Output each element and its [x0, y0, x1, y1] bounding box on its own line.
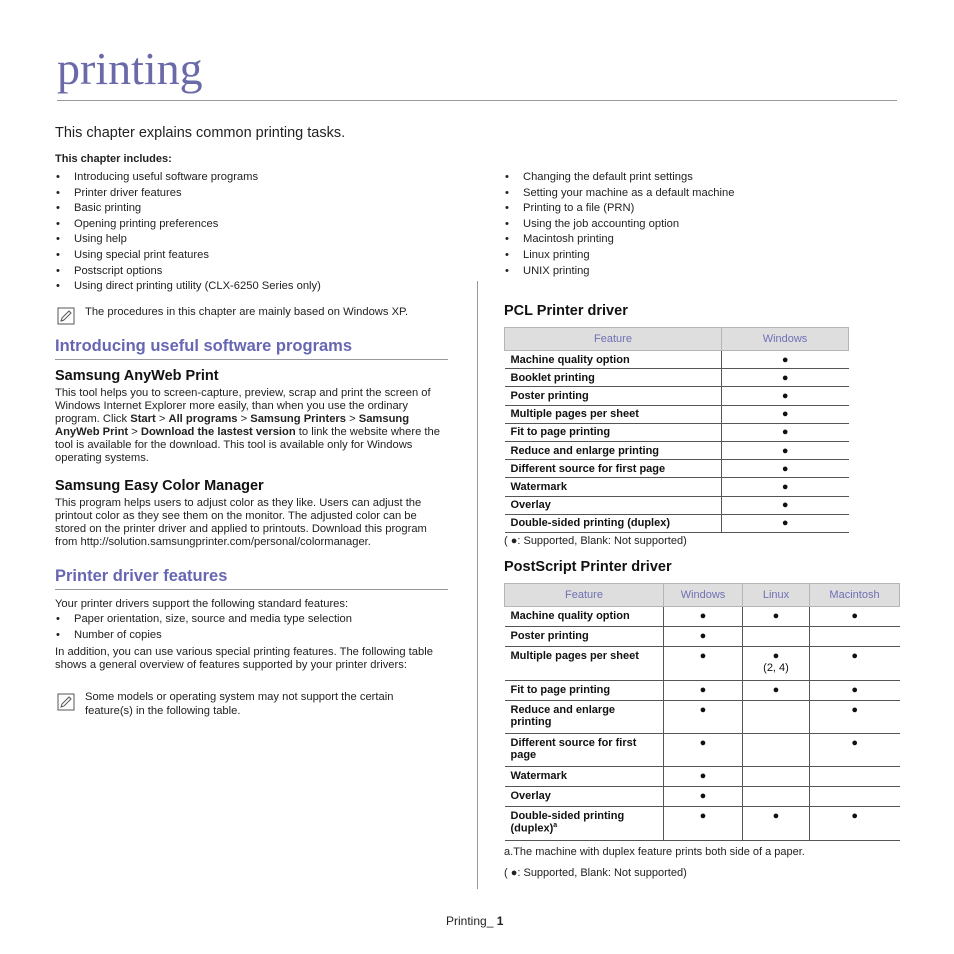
list-item[interactable]: • Setting your machine as a default machine — [504, 186, 734, 202]
page-title: printing — [57, 43, 203, 94]
table-header: Feature — [505, 328, 722, 351]
list-item[interactable]: • Opening printing preferences — [55, 217, 321, 233]
driver-features-text: In addition, you can use various special printing features. The following table shows a general overview of features supported by your printer drivers: — [55, 646, 433, 671]
table-header: Windows — [722, 328, 849, 351]
anyweb-description: This tool helps you to screen-capture, preview, scrap and print the screen of Windows Internet Explorer more easily, than when you use the ordinary program. Click Start > All programs > Samsung Printers > Samsung AnyWeb Print > Download the lastest version to link the website where the tool is available for the download. This tool is available only for Windows operating systems. — [55, 387, 440, 464]
list-item[interactable]: • UNIX printing — [504, 264, 734, 280]
section-divider — [55, 359, 448, 360]
note-icon — [57, 307, 75, 325]
title-divider — [57, 100, 897, 101]
postscript-features-table — [504, 583, 900, 841]
table-row: Fit to page printing ● — [505, 423, 849, 441]
list-item[interactable]: • Using help — [55, 232, 321, 248]
table-header: Windows — [664, 584, 743, 607]
section-divider — [55, 589, 448, 590]
table-row: Multiple pages per sheet ● — [505, 405, 849, 423]
list-item: • Paper orientation, size, source and media type selection — [55, 612, 352, 628]
subheading-color-manager: Samsung Easy Color Manager — [55, 478, 264, 494]
section-heading-driver-features: Printer driver features — [55, 567, 228, 585]
includes-label: This chapter includes: — [55, 153, 172, 165]
list-item[interactable]: • Using direct printing utility (CLX-6250 Series only) — [55, 279, 321, 295]
postscript-legend: ( ●: Supported, Blank: Not supported) — [504, 867, 687, 879]
color-manager-description: This program helps users to adjust color as they like. Users can adjust the printout color as they see them on the monitor. The adjusted color can be stored on the printer driver and applied to printouts. Download this program from http://solution.samsungprinter.com/personal/colormanager. — [55, 497, 427, 548]
table-row: Watermark ● — [505, 478, 849, 496]
table-row: Machine quality option ● — [505, 351, 849, 369]
list-item[interactable]: • Changing the default print settings — [504, 170, 734, 186]
postscript-footnote: a.The machine with duplex feature prints both side of a paper. — [504, 846, 805, 858]
list-item[interactable]: • Basic printing — [55, 201, 321, 217]
subheading-anyweb: Samsung AnyWeb Print — [55, 368, 219, 384]
table-row: Different source for first page ● ● — [505, 734, 900, 767]
list-item[interactable]: • Introducing useful software programs — [55, 170, 321, 186]
table-header: Macintosh — [810, 584, 900, 607]
note-text: Some models or operating system may not support the certain feature(s) in the following table. — [85, 691, 394, 717]
table-row: Watermark ● — [505, 767, 900, 787]
pcl-features-table — [504, 327, 849, 533]
table-row: Double-sided printing (duplex) ● — [505, 514, 849, 532]
table-row: Poster printing ● — [505, 627, 900, 647]
section-heading-software: Introducing useful software programs — [55, 337, 353, 355]
table-row: Fit to page printing ● ● ● — [505, 681, 900, 701]
table-row: Reduce and enlarge printing ● — [505, 441, 849, 459]
subheading-pcl-driver: PCL Printer driver — [504, 303, 628, 319]
list-item[interactable]: • Macintosh printing — [504, 232, 734, 248]
table-header: Feature — [505, 584, 664, 607]
table-header: Linux — [743, 584, 810, 607]
standard-features-list — [55, 612, 352, 643]
column-divider — [477, 281, 478, 889]
page-footer: Printing_ 1 — [446, 914, 504, 928]
list-item[interactable]: • Using the job accounting option — [504, 217, 734, 233]
table-row: Poster printing ● — [505, 387, 849, 405]
driver-features-intro: Your printer drivers support the following standard features: — [55, 598, 349, 610]
list-item: • Number of copies — [55, 628, 352, 644]
list-item[interactable]: • Using special print features — [55, 248, 321, 264]
list-item[interactable]: • Printer driver features — [55, 186, 321, 202]
list-item[interactable]: • Printing to a file (PRN) — [504, 201, 734, 217]
pcl-legend: ( ●: Supported, Blank: Not supported) — [504, 535, 687, 547]
note-text: The procedures in this chapter are mainly based on Windows XP. — [85, 306, 409, 318]
table-row: Reduce and enlarge printing ● ● — [505, 701, 900, 734]
chapter-intro: This chapter explains common printing tasks. — [55, 125, 346, 141]
table-row: Booklet printing ● — [505, 369, 849, 387]
table-row: Overlay ● — [505, 496, 849, 514]
table-row: Double-sided printing (duplex)$^a$ ● ● ● — [505, 807, 900, 841]
chapter-topics-left — [55, 170, 321, 295]
list-item[interactable]: • Postscript options — [55, 264, 321, 280]
note-icon — [57, 693, 75, 711]
list-item[interactable]: • Linux printing — [504, 248, 734, 264]
table-row: Machine quality option ● ● ● — [505, 607, 900, 627]
table-row: Multiple pages per sheet ● ● (2, 4) ● — [505, 647, 900, 681]
table-row: Different source for first page ● — [505, 460, 849, 478]
subheading-postscript-driver: PostScript Printer driver — [504, 559, 672, 575]
table-row: Overlay ● — [505, 787, 900, 807]
chapter-topics-right — [504, 170, 734, 279]
